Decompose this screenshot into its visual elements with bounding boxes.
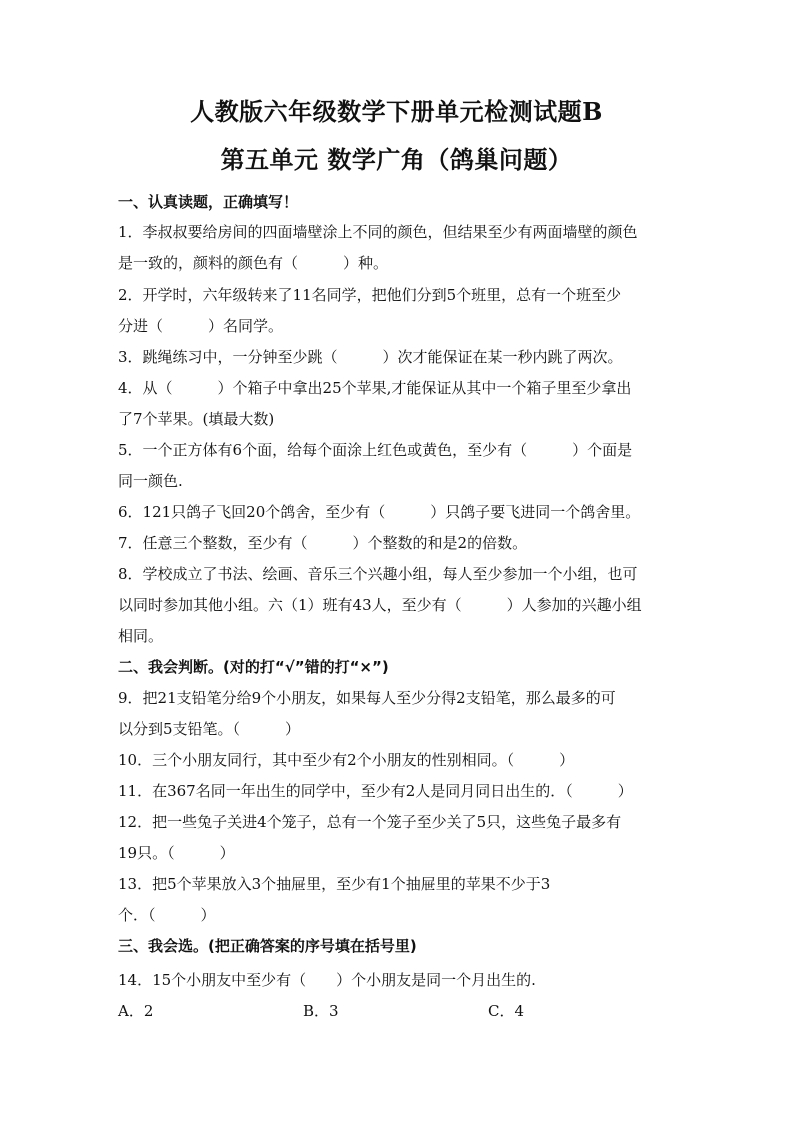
question-7-line-1: 7．任意三个整数，至少有（ ）个整数的和是2的倍数。 [118, 534, 528, 552]
question-2-line-2: 分进（ ）名同学。 [118, 317, 284, 335]
question-8-line-2: 以同时参加其他小组。六（1）班有43人，至少有（ ）人参加的兴趣小组 [118, 596, 642, 614]
question-6-line-1: 6．121只鸽子飞回20个鸽舍，至少有（ ）只鸽子要飞进同一个鸽舍里。 [118, 503, 641, 521]
question-5-line-2: 同一颜色. [118, 472, 183, 490]
question-12-line-2: 19只。（ ） [118, 844, 235, 862]
question-10-line-1: 10．三个小朋友同行，其中至少有2个小朋友的性别相同。（ ） [118, 751, 575, 769]
question-12-line-1: 12．把一些兔子关进4个笼子，总有一个笼子至少关了5只，这些兔子最多有 [118, 813, 622, 831]
unit-subtitle: 第五单元 数学广角（鸽巢问题） [220, 145, 573, 174]
section-judge-heading: 二、我会判断。(对的打“√”错的打“×”) [118, 658, 389, 676]
question-13-line-2: 个．（ ） [118, 906, 216, 924]
question-3-line-1: 3．跳绳练习中，一分钟至少跳（ ）次才能保证在某一秒内跳了两次。 [118, 348, 623, 366]
question-4-line-1: 4．从（ ）个箱子中拿出25个苹果,才能保证从其中一个箱子里至少拿出 [118, 379, 632, 397]
question-9-line-1: 9．把21支铅笔分给9个小朋友，如果每人至少分得2支铅笔，那么最多的可 [118, 689, 616, 707]
question-11-line-1: 11．在367名同一年出生的同学中，至少有2人是同月同日出生的．（ ） [118, 782, 633, 800]
exam-title: 人教版六年级数学下册单元检测试题B [190, 97, 603, 126]
option-b: B．3 [303, 1002, 339, 1020]
option-c: C．4 [488, 1002, 525, 1020]
question-1-line-2: 是一致的，颜料的颜色有（ ）种。 [118, 254, 389, 272]
option-a: A．2 [118, 1002, 154, 1020]
question-5-line-1: 5．一个正方体有6个面，给每个面涂上红色或黄色，至少有（ ）个面是 [118, 441, 633, 459]
question-13-line-1: 13．把5个苹果放入3个抽屉里，至少有1个抽屉里的苹果不少于3 [118, 875, 551, 893]
question-4-line-2: 了7个苹果。(填最大数) [118, 410, 275, 428]
question-8-line-3: 相同。 [118, 627, 164, 645]
question-14-line-1: 14．15个小朋友中至少有（ ）个小朋友是同一个月出生的. [118, 971, 536, 989]
section-fill-in-heading: 一、认真读题，正确填写！ [118, 193, 299, 211]
section-choice-heading: 三、我会选。(把正确答案的序号填在括号里) [118, 937, 417, 955]
question-2-line-1: 2．开学时，六年级转来了11名同学，把他们分到5个班里，总有一个班至少 [118, 286, 622, 304]
question-8-line-1: 8．学校成立了书法、绘画、音乐三个兴趣小组，每人至少参加一个小组，也可 [118, 565, 638, 583]
question-1-line-1: 1．李叔叔要给房间的四面墙壁涂上不同的颜色，但结果至少有两面墙壁的颜色 [118, 223, 638, 241]
question-9-line-2: 以分到5支铅笔。（ ） [118, 720, 301, 738]
